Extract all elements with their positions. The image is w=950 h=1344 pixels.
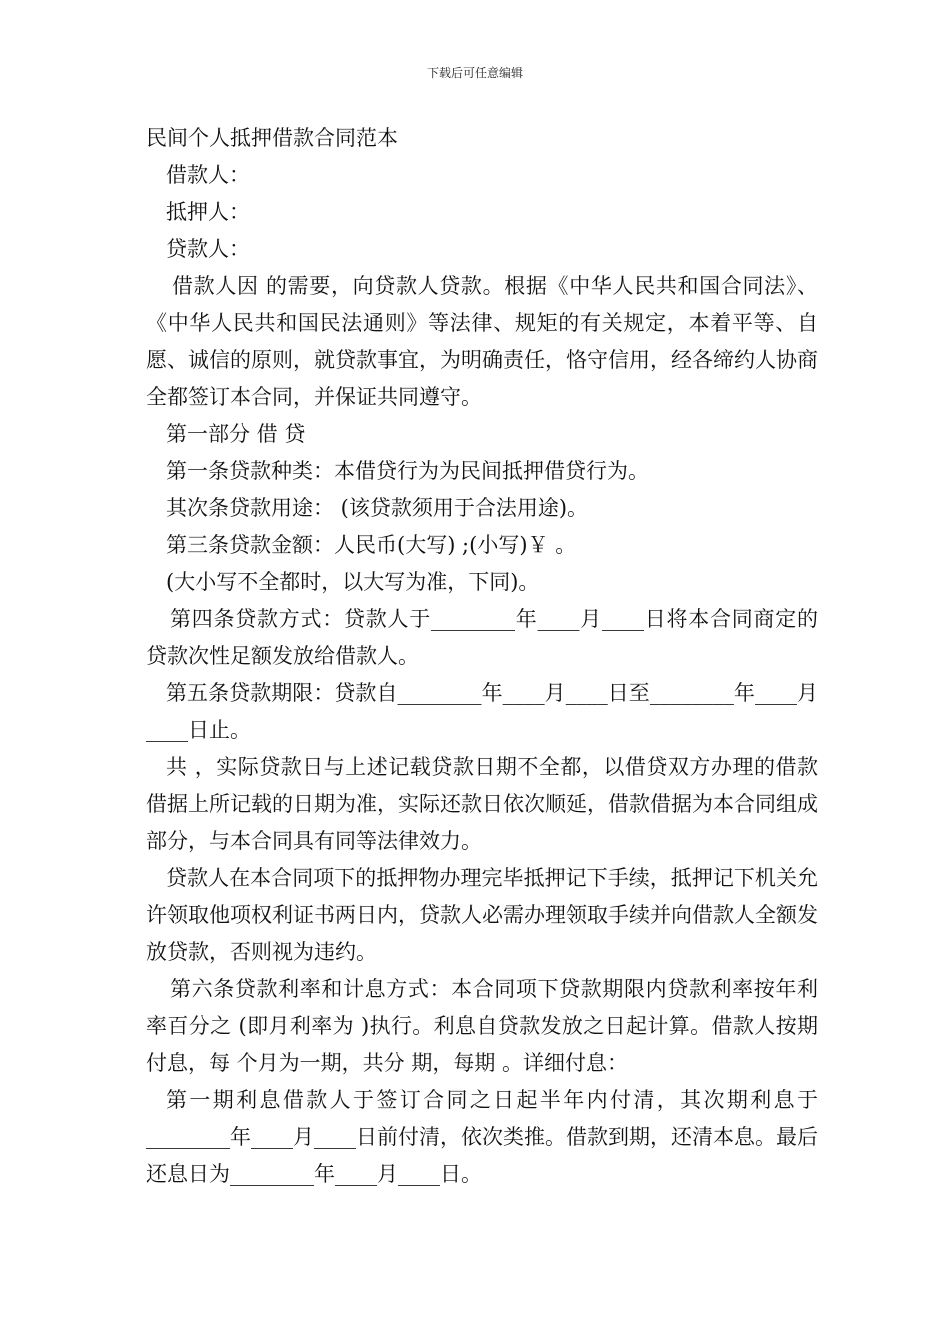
part-one-heading: 第一部分 借 贷 xyxy=(166,422,306,446)
lender-label: 贷款人： xyxy=(166,237,250,261)
article-3: 第三条贷款金额：人民币(大写) ;(小写)￥ 。 xyxy=(166,533,577,557)
borrower-label: 借款人： xyxy=(166,163,250,187)
document-title: 民间个人抵押借款合同范本 xyxy=(146,126,398,150)
contract-document xyxy=(146,120,818,1193)
mortgagor-label: 抵押人： xyxy=(166,200,250,224)
preamble-paragraph: 借款人因 的需要，向贷款人贷款。根据《中华人民共和国合同法》、《中华人民共和国民法通则》等法律、规矩的有关规定，本着平等、自愿、诚信的原则，就贷款事宜，为明确责任，恪守信用，经各缔约人协商全都签订本合同，并保证共同遵守。 xyxy=(146,274,818,409)
article-5-paragraph-2: 共 ，实际贷款日与上述记载贷款日期不全都，以借贷双方办理的借款借据上所记载的日期为准，实际还款日依次顺延，借款借据为本合同组成部分，与本合同具有同等法律效力。 xyxy=(146,755,818,853)
article-5: 第五条贷款期限：贷款自________年____月____日至________年____月____日止。 xyxy=(146,681,818,742)
article-1: 第一条贷款种类：本借贷行为为民间抵押借贷行为。 xyxy=(166,459,649,483)
article-5-paragraph-3: 贷款人在本合同项下的抵押物办理完毕抵押记下手续，抵押记下机关允许领取他项权利证书两日内，贷款人必需办理领取手续并向借款人全额发放贷款，否则视为违约。 xyxy=(146,866,818,964)
page-header-note: 下载后可任意编辑 xyxy=(426,66,523,80)
article-2: 其次条贷款用途： (该贷款须用于合法用途)。 xyxy=(166,496,589,520)
article-6-paragraph-2: 第一期利息借款人于签订合同之日起半年内付清，其次期利息于________年____月____日前付清，依次类推。借款到期，还清本息。最后还息日为________年____月____日。 xyxy=(146,1088,818,1186)
article-4: 第四条贷款方式：贷款人于________年____月____日将本合同商定的贷款次性足额发放给借款人。 xyxy=(146,607,818,668)
article-6: 第六条贷款利率和计息方式：本合同项下贷款期限内贷款利率按年利率百分之 (即月利率为 )执行。利息自贷款发放之日起计算。借款人按期付息，每 个月为一期，共分 期，每期 。详细付息： xyxy=(146,977,818,1075)
article-3-note: (大小写不全都时，以大写为准，下同)。 xyxy=(166,570,540,594)
